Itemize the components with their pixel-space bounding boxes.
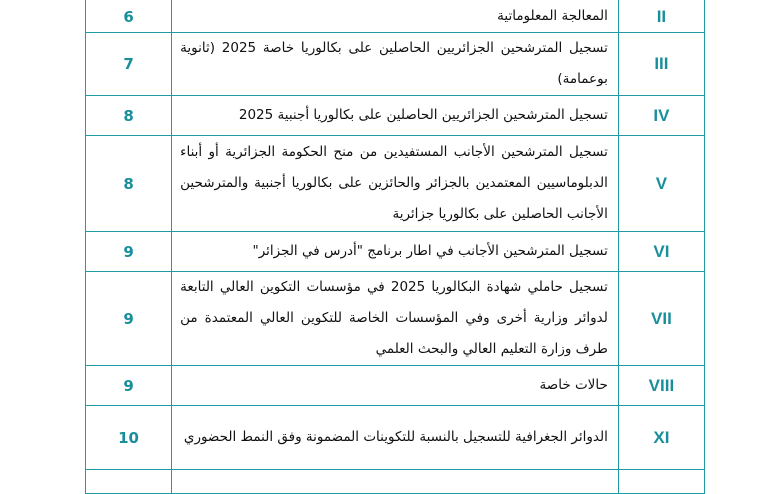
page-number: 9 [86, 232, 172, 272]
page-number: 8 [86, 136, 172, 232]
page-number: 8 [86, 96, 172, 136]
page-number: 10 [86, 406, 172, 470]
section-title: تسجيل المترشحين الجزائريين الحاصلين على بكالوريا أجنبية 2025 [172, 96, 619, 136]
page-number [86, 470, 172, 494]
section-title: المعالجة المعلوماتية [172, 0, 619, 33]
section-number: IV [618, 96, 704, 136]
section-number: VI [618, 232, 704, 272]
section-title: تسجيل المترشحين الأجانب المستفيدين من منح الحكومة الجزائرية أو أبناء الدبلوماسيين المعتمدين بالجزائر والحائزين على بكالوريا أجنبية والمترشحين الأجانب الحاصلين على بكالوريا جزائرية [172, 136, 619, 232]
section-number [618, 470, 704, 494]
table-of-contents [85, 0, 705, 494]
section-title: تسجيل حاملي شهادة البكالوريا 2025 في مؤسسات التكوين العالي التابعة لدوائر وزارية أخرى وفي المؤسسات الخاصة للتكوين العالي المعتمدة من طرف وزارة التعليم العالي والبحث العلمي [172, 272, 619, 366]
page-number: 9 [86, 366, 172, 406]
section-title [172, 470, 619, 494]
table-row [86, 96, 705, 136]
table-row [86, 366, 705, 406]
section-number: VII [618, 272, 704, 366]
section-number: XI [618, 406, 704, 470]
table-row [86, 406, 705, 470]
table-row [86, 232, 705, 272]
section-number: II [618, 0, 704, 33]
section-title: تسجيل المترشحين الأجانب في اطار برنامج "أدرس في الجزائر" [172, 232, 619, 272]
section-title: الدوائر الجغرافية للتسجيل بالنسبة للتكوينات المضمونة وفق النمط الحضوري [172, 406, 619, 470]
table-row [86, 136, 705, 232]
page-number: 6 [86, 0, 172, 33]
section-number: III [618, 33, 704, 96]
section-number: V [618, 136, 704, 232]
page-number: 9 [86, 272, 172, 366]
section-title: تسجيل المترشحين الجزائريين الحاصلين على بكالوريا خاصة 2025 (ثانوية بوعمامة) [172, 33, 619, 96]
page-number: 7 [86, 33, 172, 96]
section-title: حالات خاصة [172, 366, 619, 406]
table-row [86, 272, 705, 366]
table-row [86, 470, 705, 494]
table-row [86, 33, 705, 96]
table-row [86, 0, 705, 33]
section-number: VIII [618, 366, 704, 406]
